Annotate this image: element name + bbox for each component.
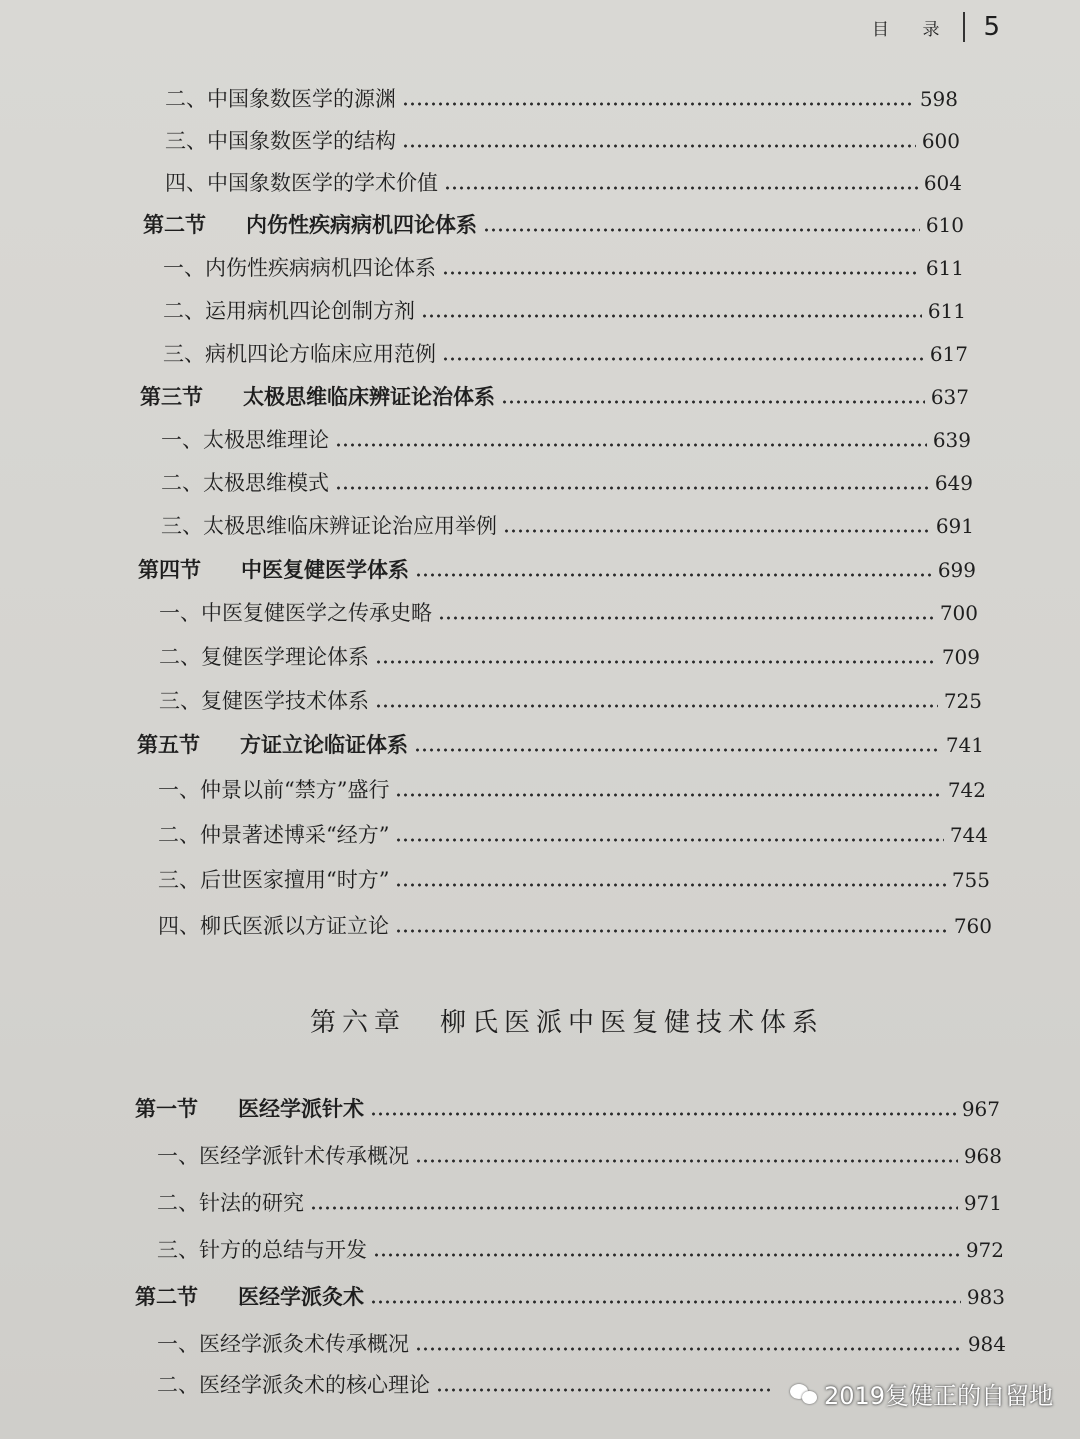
toc-item: 二、运用病机四论创制方剂 611 xyxy=(163,299,966,323)
header-rule xyxy=(963,12,965,42)
wechat-chat-icon xyxy=(790,1382,818,1406)
toc-item: 四、柳氏医派以方证立论 760 xyxy=(158,914,992,938)
watermark xyxy=(790,1376,1053,1411)
toc-item: 一、太极思维理论 639 xyxy=(161,428,971,452)
toc-item: 二、太极思维模式 649 xyxy=(161,471,973,495)
page-header xyxy=(872,12,1000,42)
header-label: 目 录 xyxy=(872,19,954,40)
toc-item: 三、中国象数医学的结构 600 xyxy=(165,129,960,153)
chapter-label: 第六章 xyxy=(310,1008,407,1038)
toc-item: 一、医经学派灸术传承概况 984 xyxy=(157,1332,1006,1356)
toc-item: 四、中国象数医学的学术价值 604 xyxy=(165,171,962,195)
chapter-heading xyxy=(310,1002,824,1039)
watermark-text: 2019复健正的自留地 xyxy=(824,1382,1054,1410)
toc-section: 第三节 太极思维临床辨证论治体系 637 xyxy=(140,384,969,409)
toc-item: 二、复健医学理论体系 709 xyxy=(159,645,980,669)
toc-item: 一、仲景以前“禁方”盛行 742 xyxy=(158,778,986,802)
toc-item: 一、中医复健医学之传承史略 700 xyxy=(159,601,978,625)
toc-item: 三、病机四论方临床应用范例 617 xyxy=(163,342,968,366)
chapter-title: 柳氏医派中医复健技术体系 xyxy=(440,1008,825,1038)
toc-item: 二、中国象数医学的源渊 598 xyxy=(165,87,958,111)
toc-item: 三、复健医学技术体系 725 xyxy=(159,689,982,713)
toc-section: 第四节 中医复健医学体系 699 xyxy=(138,557,976,582)
toc-section: 第二节 医经学派灸术 983 xyxy=(135,1284,1005,1309)
toc-item: 一、医经学派针术传承概况 968 xyxy=(157,1144,1002,1168)
toc-item: 二、医经学派灸术的核心理论 xyxy=(157,1372,780,1398)
toc-item: 三、太极思维临床辨证论治应用举例 691 xyxy=(161,514,974,538)
toc-item: 一、内伤性疾病病机四论体系 611 xyxy=(163,256,964,280)
toc-item: 三、针方的总结与开发 972 xyxy=(157,1238,1004,1262)
toc-item: 二、针法的研究 971 xyxy=(157,1191,1002,1215)
toc-section: 第二节 内伤性疾病病机四论体系 610 xyxy=(143,212,964,237)
toc-section: 第五节 方证立论临证体系 741 xyxy=(137,732,984,757)
toc-section: 第一节 医经学派针术 967 xyxy=(135,1096,1000,1121)
toc-item: 二、仲景著述博采“经方” 744 xyxy=(158,823,988,847)
toc-item: 三、后世医家擅用“时方” 755 xyxy=(158,868,990,892)
header-page-number: 5 xyxy=(983,12,1000,42)
